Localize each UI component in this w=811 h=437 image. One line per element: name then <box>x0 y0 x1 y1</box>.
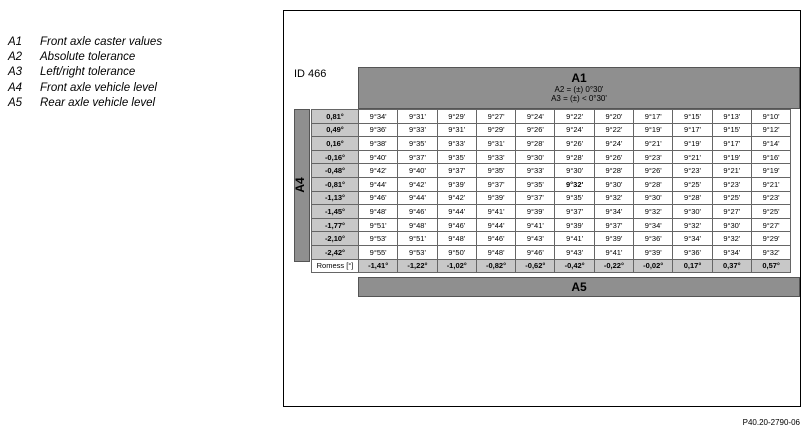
figure-code: P40.20-2790-06 <box>742 418 800 427</box>
caster-value-cell: 9°44' <box>359 177 398 191</box>
caster-value-cell: 9°35' <box>437 150 476 164</box>
caster-value-cell: 9°43' <box>555 245 594 259</box>
caster-value-cell: 9°26' <box>634 164 673 178</box>
front-axle-level-value: -2,10° <box>312 232 359 246</box>
caster-value-cell: 9°21' <box>634 137 673 151</box>
legend-text: Front axle vehicle level <box>40 81 157 94</box>
legend <box>8 35 162 111</box>
legend-item <box>8 81 162 96</box>
table-row <box>312 218 791 232</box>
caster-value-cell: 9°34' <box>359 110 398 124</box>
caster-value-cell: 9°31' <box>437 123 476 137</box>
table-row <box>312 137 791 151</box>
front-axle-level-value: 0,81° <box>312 110 359 124</box>
caster-value-cell: 9°31' <box>398 110 437 124</box>
caster-value-cell: 9°32' <box>673 218 712 232</box>
romess-unit-label: Romess [°] <box>312 259 359 273</box>
rear-axle-level-value: -1,02° <box>437 259 476 273</box>
caster-value-cell: 9°25' <box>751 205 790 219</box>
rear-axle-level-value: -1,41° <box>359 259 398 273</box>
table-row <box>312 110 791 124</box>
caster-value-cell: 9°33' <box>476 150 515 164</box>
caster-value-cell: 9°43' <box>516 232 555 246</box>
caster-value-cell: 9°24' <box>555 123 594 137</box>
table-row <box>312 245 791 259</box>
caster-value-cell: 9°46' <box>359 191 398 205</box>
left-right-tolerance-line: A3 = (±) < 0°30' <box>551 94 607 103</box>
caster-value-cell: 9°51' <box>398 232 437 246</box>
caster-value-cell: 9°29' <box>751 232 790 246</box>
legend-key: A2 <box>8 51 23 64</box>
caster-value-cell: 9°32' <box>634 205 673 219</box>
table-row <box>312 191 791 205</box>
caster-value-cell: 9°28' <box>634 177 673 191</box>
caster-value-cell: 9°16' <box>751 150 790 164</box>
caster-value-cell: 9°32' <box>751 245 790 259</box>
rear-axle-level-value: -0,42° <box>555 259 594 273</box>
caster-value-cell: 9°37' <box>594 218 633 232</box>
caster-value-cell: 9°33' <box>516 164 555 178</box>
front-axle-level-value: -1,45° <box>312 205 359 219</box>
legend-key: A4 <box>8 81 23 94</box>
caster-value-cell: 9°36' <box>359 123 398 137</box>
legend-text: Front axle caster values <box>40 36 163 48</box>
caster-value-cell: 9°50' <box>437 245 476 259</box>
caster-value-cell: 9°26' <box>594 150 633 164</box>
caster-value-cell: 9°29' <box>476 123 515 137</box>
caster-value-cell: 9°46' <box>437 218 476 232</box>
caster-value-cell: 9°19' <box>712 150 751 164</box>
caster-value-cell: 9°53' <box>398 245 437 259</box>
caster-value-cell: 9°30' <box>634 191 673 205</box>
caster-value-cell: 9°44' <box>437 205 476 219</box>
caster-value-cell: 9°41' <box>594 245 633 259</box>
caster-value-cell: 9°30' <box>555 164 594 178</box>
caster-value-cell: 9°23' <box>634 150 673 164</box>
table-row <box>312 164 791 178</box>
caster-value-cell: 9°41' <box>476 205 515 219</box>
caster-values-header <box>358 67 800 109</box>
caster-value-cell: 9°14' <box>751 137 790 151</box>
rear-axle-level-value: -1,22° <box>398 259 437 273</box>
rear-axle-level-value: 0,57° <box>751 259 790 273</box>
caster-value-cell: 9°26' <box>516 123 555 137</box>
table-row <box>312 177 791 191</box>
caster-value-cell: 9°22' <box>594 123 633 137</box>
rear-axle-level-value: 0,17° <box>673 259 712 273</box>
legend-key: A5 <box>8 96 23 109</box>
caster-value-cell: 9°15' <box>712 123 751 137</box>
table-footer-row <box>312 259 791 273</box>
caster-value-cell: 9°42' <box>398 177 437 191</box>
caster-value-cell: 9°42' <box>437 191 476 205</box>
front-axle-level-value: -0,48° <box>312 164 359 178</box>
caster-value-cell: 9°35' <box>555 191 594 205</box>
caster-value-cell: 9°48' <box>437 232 476 246</box>
caster-value-cell: 9°55' <box>359 245 398 259</box>
caster-value-cell: 9°34' <box>634 218 673 232</box>
caster-value-cell: 9°44' <box>476 218 515 232</box>
caster-value-cell: 9°20' <box>594 110 633 124</box>
caster-value-cell: 9°22' <box>555 110 594 124</box>
caster-value-cell: 9°28' <box>673 191 712 205</box>
caster-value-cell: 9°23' <box>673 164 712 178</box>
legend-key: A1 <box>8 36 23 48</box>
caster-value-cell: 9°46' <box>516 245 555 259</box>
caster-value-cell: 9°48' <box>398 218 437 232</box>
caster-value-cell: 9°32' <box>555 177 594 191</box>
rear-axle-level-value: 0,37° <box>712 259 751 273</box>
caster-value-cell: 9°40' <box>398 164 437 178</box>
rear-axle-level-value: -0,62° <box>516 259 555 273</box>
caster-value-cell: 9°17' <box>634 110 673 124</box>
caster-value-cell: 9°39' <box>634 245 673 259</box>
caster-value-cell: 9°35' <box>476 164 515 178</box>
caster-value-cell: 9°48' <box>476 245 515 259</box>
front-axle-level-value: 0,49° <box>312 123 359 137</box>
caster-value-cell: 9°34' <box>673 232 712 246</box>
caster-value-cell: 9°24' <box>594 137 633 151</box>
caster-value-cell: 9°34' <box>712 245 751 259</box>
caster-value-cell: 9°12' <box>751 123 790 137</box>
caster-value-cell: 9°37' <box>437 164 476 178</box>
caster-value-cell: 9°24' <box>516 110 555 124</box>
caster-value-cell: 9°35' <box>516 177 555 191</box>
caster-value-cell: 9°23' <box>751 191 790 205</box>
caster-value-cell: 9°33' <box>398 123 437 137</box>
caster-value-cell: 9°44' <box>398 191 437 205</box>
caster-value-cell: 9°41' <box>555 232 594 246</box>
caster-value-cell: 9°36' <box>673 245 712 259</box>
caster-value-cell: 9°28' <box>516 137 555 151</box>
caster-value-cell: 9°30' <box>712 218 751 232</box>
caster-value-cell: 9°32' <box>712 232 751 246</box>
front-axle-level-value: -0,16° <box>312 150 359 164</box>
caster-value-cell: 9°27' <box>476 110 515 124</box>
caster-value-cell: 9°29' <box>437 110 476 124</box>
rear-axle-level-bar: A5 <box>358 277 800 297</box>
caster-value-cell: 9°48' <box>359 205 398 219</box>
caster-value-cell: 9°27' <box>751 218 790 232</box>
caster-value-cell: 9°15' <box>673 110 712 124</box>
legend-item <box>8 96 162 111</box>
caster-value-cell: 9°21' <box>673 150 712 164</box>
caster-value-cell: 9°33' <box>437 137 476 151</box>
caster-value-cell: 9°27' <box>712 205 751 219</box>
caster-value-cell: 9°31' <box>476 137 515 151</box>
caster-value-cell: 9°37' <box>476 177 515 191</box>
front-axle-level-label: A4 <box>293 177 307 193</box>
caster-value-cell: 9°39' <box>437 177 476 191</box>
caster-value-cell: 9°10' <box>751 110 790 124</box>
caster-value-cell: 9°39' <box>516 205 555 219</box>
caster-value-cell: 9°19' <box>634 123 673 137</box>
front-axle-level-value: 0,16° <box>312 137 359 151</box>
caster-value-cell: 9°32' <box>594 191 633 205</box>
caster-value-cell: 9°39' <box>555 218 594 232</box>
rear-axle-level-value: -0,02° <box>634 259 673 273</box>
caster-value-cell: 9°19' <box>673 137 712 151</box>
caster-value-cell: 9°30' <box>516 150 555 164</box>
caster-value-cell: 9°51' <box>359 218 398 232</box>
document-id: ID 466 <box>294 68 327 80</box>
legend-item <box>8 50 162 65</box>
caster-value-cell: 9°40' <box>359 150 398 164</box>
caster-value-cell: 9°17' <box>673 123 712 137</box>
legend-text: Absolute tolerance <box>40 51 136 64</box>
caster-value-cell: 9°41' <box>516 218 555 232</box>
caster-value-cell: 9°46' <box>476 232 515 246</box>
caster-value-cell: 9°13' <box>712 110 751 124</box>
caster-value-cell: 9°35' <box>398 137 437 151</box>
caster-value-cell: 9°25' <box>712 191 751 205</box>
caster-value-cell: 9°37' <box>398 150 437 164</box>
caster-value-cell: 9°26' <box>555 137 594 151</box>
rear-axle-level-value: -0,82° <box>476 259 515 273</box>
caster-value-cell: 9°19' <box>751 164 790 178</box>
front-axle-level-value: -2,42° <box>312 245 359 259</box>
rear-axle-level-value: -0,22° <box>594 259 633 273</box>
caster-value-cell: 9°17' <box>712 137 751 151</box>
table-row <box>312 205 791 219</box>
legend-text: Rear axle vehicle level <box>40 96 156 109</box>
caster-value-cell: 9°21' <box>712 164 751 178</box>
caster-value-cell: 9°21' <box>751 177 790 191</box>
caster-value-cell: 9°38' <box>359 137 398 151</box>
caster-value-cell: 9°37' <box>555 205 594 219</box>
legend-key: A3 <box>8 66 23 79</box>
table-row <box>312 150 791 164</box>
front-axle-level-value: -0,81° <box>312 177 359 191</box>
absolute-tolerance-line: A2 = (±) 0°30' <box>554 85 604 94</box>
table-row <box>312 232 791 246</box>
caster-value-cell: 9°30' <box>594 177 633 191</box>
caster-value-cell: 9°46' <box>398 205 437 219</box>
table-row <box>312 123 791 137</box>
caster-value-cell: 9°30' <box>673 205 712 219</box>
legend-item <box>8 35 162 50</box>
caster-value-cell: 9°25' <box>673 177 712 191</box>
legend-item <box>8 65 162 80</box>
legend-text: Left/right tolerance <box>40 66 136 79</box>
caster-value-cell: 9°28' <box>594 164 633 178</box>
caster-value-cell: 9°34' <box>594 205 633 219</box>
caster-value-cell: 9°42' <box>359 164 398 178</box>
caster-value-cell: 9°39' <box>594 232 633 246</box>
caster-value-cell: 9°36' <box>634 232 673 246</box>
caster-value-cell: 9°53' <box>359 232 398 246</box>
header-title: A1 <box>571 71 587 85</box>
caster-value-cell: 9°28' <box>555 150 594 164</box>
caster-table <box>311 109 791 273</box>
caster-value-cell: 9°37' <box>516 191 555 205</box>
caster-value-cell: 9°39' <box>476 191 515 205</box>
front-axle-level-value: -1,13° <box>312 191 359 205</box>
front-axle-level-value: -1,77° <box>312 218 359 232</box>
caster-value-cell: 9°23' <box>712 177 751 191</box>
